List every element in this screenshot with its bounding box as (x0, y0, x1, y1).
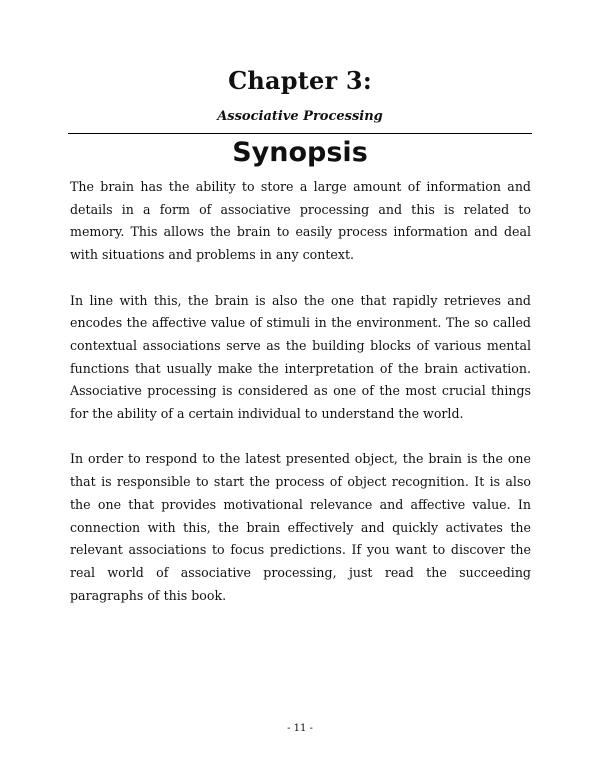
chapter-title: Chapter 3: (228, 66, 372, 95)
paragraph-1: The brain has the ability to store a large amount of information and details in a form of associative processing and this is related to memory. This allows the brain to easily process information and deal with situations and problems in any context. (70, 179, 531, 263)
paragraph-3: In order to respond to the latest presented object, the brain is the one that is responsible to start the process of object recognition. It is also the one that provides motivational relevance and affective value. In connection with this, the brain effectively and quickly activates the relevant associations to focus predictions. If you want to discover the real world of associative processing, just read the succeeding paragraphs of this book. (70, 451, 531, 603)
body-text (70, 176, 531, 630)
section-heading: Synopsis (232, 137, 368, 168)
heading-divider (68, 133, 532, 134)
paragraph-2: In line with this, the brain is also the one that rapidly retrieves and encodes the affective value of stimuli in the environment. The so called contextual associations serve as the building blocks of various mental functions that usually make the interpretation of the brain activation. Associative processing is considered as one of the most crucial things for the ability of a certain individual to understand the world. (70, 292, 531, 422)
page-number: - 11 - (287, 723, 313, 734)
chapter-subtitle: Associative Processing (217, 109, 383, 124)
